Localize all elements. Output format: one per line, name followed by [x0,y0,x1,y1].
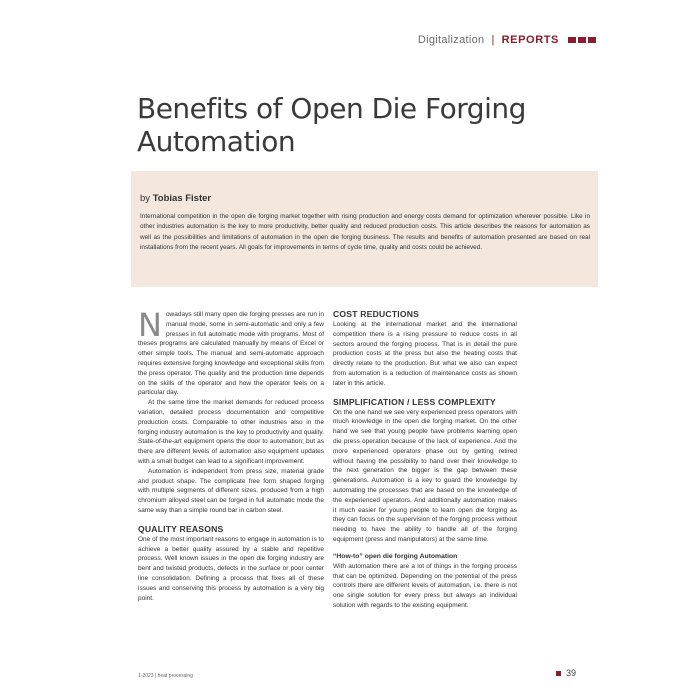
intro-paragraph-wrap [138,306,324,398]
body-paragraph-5: Looking at the international market and the international competition there is a rising pressure to reduce costs in all sectors around the forging process. That is in detail the pure production costs at the press but also the heating costs that directly relate to the production. But what we also can expect from automation is a reduction of maintenance costs as shown later in this article. [333,321,517,387]
body-paragraph-6: On the one hand we see very experienced press operators with much knowledge in the open die forging market. On the other hand we see that young people have problems learning open die press operation because of the lack of experience. And the more experienced operators phase out by getting retired without having the possibility to hand over their knowledge to the next generation the bigger is the gap between these generations. Automation is a key to guard the knowledge by automating the processes that are based on the knowledge of the experienced operators. And additionally automation makes it much easier for young people to learn open die forging as they can focus on the supervision of the forging process without needing to have the ability to handle all of the forging equipment (press and manipulators) at the same time. [333,408,517,543]
byline [140,193,590,204]
body-paragraph-3: Automation is independent from press size, material grade and product shape. The complicate free form shaped forging with multiple segments of different sizes, produced from a high chromium alloyed steel can be forged in full automatic mode the same way than a simple round bar in carbon steel. [138,467,324,514]
footer-publication-name: heat processing [157,673,193,679]
article-title: Benefits of Open Die Forging Automation [137,92,526,158]
running-header [418,34,596,46]
heading-cost-reductions: COST REDUCTIONS [333,309,420,319]
accent-squares-icon [568,37,596,43]
footer-page [556,668,576,678]
heading-simplification: SIMPLIFICATION / LESS COMPLEXITY [333,396,496,407]
author-name: Tobias Fister [152,193,212,204]
subheading-how-to: “How-to” open die forging Automation [333,552,458,560]
footer-separator: | [154,673,157,679]
abstract-text: International competition in the open die forging market together with rising production and energy costs demand for optimization wherever possible. Like in other industries automation is the key to more productivity, better quality and reduced production costs. This article describes the reasons for automation as well as the possibilities and limitations of automation in the open die forging business. The results and benefits of automation presented are based on real installations from the recent years. All goals for improvements in terms of cycle time, quality and costs could be achieved. [140,213,590,251]
drop-cap: N [138,306,162,344]
right-column [333,309,517,611]
heading-quality-reasons: QUALITY REASONS [138,523,224,534]
body-paragraph-1: owadays still many open die forging presses are run in manual mode, some in semi-automatic and only a few presses in full automatic mode with programs. Most of theses programs are calculated manually by means of Excel or other simple tools. The manual and semi-automatic approach requires extensive forging knowledge and exceptional skills from the press operator. The quality and the production time depends on the skills of the operator and how the operator feels on a particular day. [138,311,324,397]
byline-prefix: by [140,193,151,204]
section-label: Digitalization [417,34,485,46]
body-paragraph-2: At the same time the market demands for reduced process variation, detailed process documentation and competitive production costs. Comparable to other industries also in the forging industry automation is the key to productivity and quality. State-of-the-art equipment opens the door to automation; but as there are different levels of automation also equipment updates with a small budget can lead to a significant improvement. [138,399,324,465]
header-separator: | [491,34,495,46]
footer-publication [138,673,193,679]
category-label: REPORTS [501,34,559,46]
page-marker-icon [556,671,561,676]
abstract-box [131,171,598,287]
left-column [138,306,324,603]
page-number: 39 [566,668,577,678]
body-paragraph-7: With automation there are a lot of things in the forging process that can be optimized. Depending on the potential of the press controls there are different levels of automation, i.e. there is not one single solution for every press but always an individual solution with regards to the existing equipment. [333,562,517,609]
body-paragraph-4: One of the most important reasons to engage in automation is to achieve a better quality assured by a stable and repetitive process. Well known issues in the open die forging industry are bent and twisted products, defects in the surface or poor center line consolidation. Defining a process that fixes all of these issues and conserving this process by automation is a very big point. [138,535,324,602]
footer-issue: 1-2023 [138,673,154,679]
